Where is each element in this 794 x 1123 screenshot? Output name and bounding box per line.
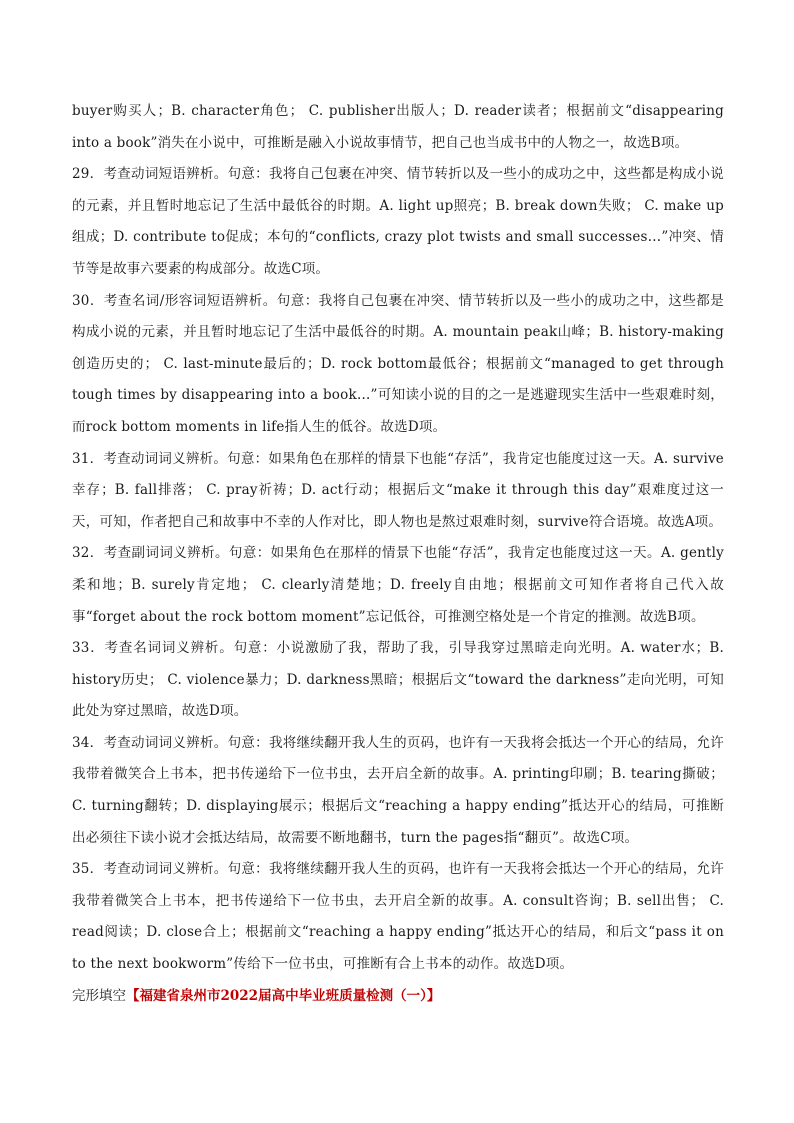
answer-paragraph-34: 34．考查动词词义辨析。句意：我将继续翻开我人生的页码，也许有一天我将会抵达一个开心的结局，允许我带着微笑合上书本，把书传递给下一位书虫，去开启全新的故事。A. printing印刷；B. tearing撕破；C. turning翻转；D. displaying展示；根据后文“reaching a happy ending”抵达开心的结局，可推断出必须往下读小说才会抵达结局，故需要不断地翻书，turn the pages指“翻页”。故选C项。: [72, 734, 724, 846]
answer-paragraph-35: 35．考查动词词义辨析。句意：我将继续翻开我人生的页码，也许有一天我将会抵达一个开心的结局，允许我带着微笑合上书本，把书传递给下一位书虫，去开启全新的故事。A. consult咨询；B. sell出售； C. read阅读；D. close合上；根据前文“reaching a happy ending”抵达开心的结局，和后文“pass it on to the next bookworm”传给下一位书虫，可推断有合上书本的动作。故选D项。: [72, 861, 724, 973]
document-page: [72, 96, 724, 1012]
source-citation: 【福建省泉州市2022届高中毕业班质量检测（一）】: [126, 987, 441, 1004]
answer-paragraph-31: 31．考查动词词义辨析。句意：如果角色在那样的情景下也能“存活”，我肯定也能度过这一天。A. survive幸存；B. fall排落； C. pray祈祷；D. act行动；根据后文“make it through this day”艰难度过这一天，可知，作者把自己和故事中不幸的人作对比，即人物也是熬过艰难时刻，survive符合语境。故选A项。: [72, 450, 724, 530]
answer-paragraph-28-tail: buyer购买人；B. character角色； C. publisher出版人；D. reader读者；根据前文“disappearing into a book”消失在小说中，可推断是融入小说故事情节，把自己也当成书中的人物之一，故选B项。: [72, 103, 724, 151]
answer-paragraph-30: 30．考查名词/形容词短语辨析。句意：我将自己包裹在冲突、情节转折以及一些小的成功之中，这些都是构成小说的元素，并且暂时地忘记了生活中最低谷的时期。A. mountain peak山峰；B. history-making创造历史的； C. last-minute最后的；D. rock bottom最低谷；根据前文“managed to get through tough times by disappearing into a book…”可知读小说的目的之一是逃避现实生活中一些艰难时刻，而rock bottom moments in life指人生的低谷。故选D项。: [72, 292, 724, 435]
answer-paragraph-32: 32．考查副词词义辨析。句意：如果角色在那样的情景下也能“存活”，我肯定也能度过这一天。A. gently柔和地；B. surely肯定地； C. clearly清楚地；D. freely自由地；根据前文可知作者将自己代入故事“forget about the rock bottom moment”忘记低谷，可推测空格处是一个肯定的推测。故选B项。: [72, 545, 724, 625]
answer-paragraph-29: 29．考查动词短语辨析。句意：我将自己包裹在冲突、情节转折以及一些小的成功之中，这些都是构成小说的元素，并且暂时地忘记了生活中最低谷的时期。A. light up照亮；B. break down失败； C. make up组成；D. contribute to促成；本句的“conflicts, crazy plot twists and small successes…”冲突、情节等是故事六要素的构成部分。故选C项。: [72, 166, 724, 277]
section-label: 完形填空: [72, 987, 126, 1004]
answer-paragraph-33: 33．考查名词词义辨析。句意：小说激励了我，帮助了我，引导我穿过黑暗走向光明。A. water水；B. history历史； C. violence暴力；D. darkness黑暗；根据后文“toward the darkness”走向光明，可知此处为穿过黑暗，故选D项。: [72, 640, 724, 720]
section-heading: [72, 981, 724, 1013]
